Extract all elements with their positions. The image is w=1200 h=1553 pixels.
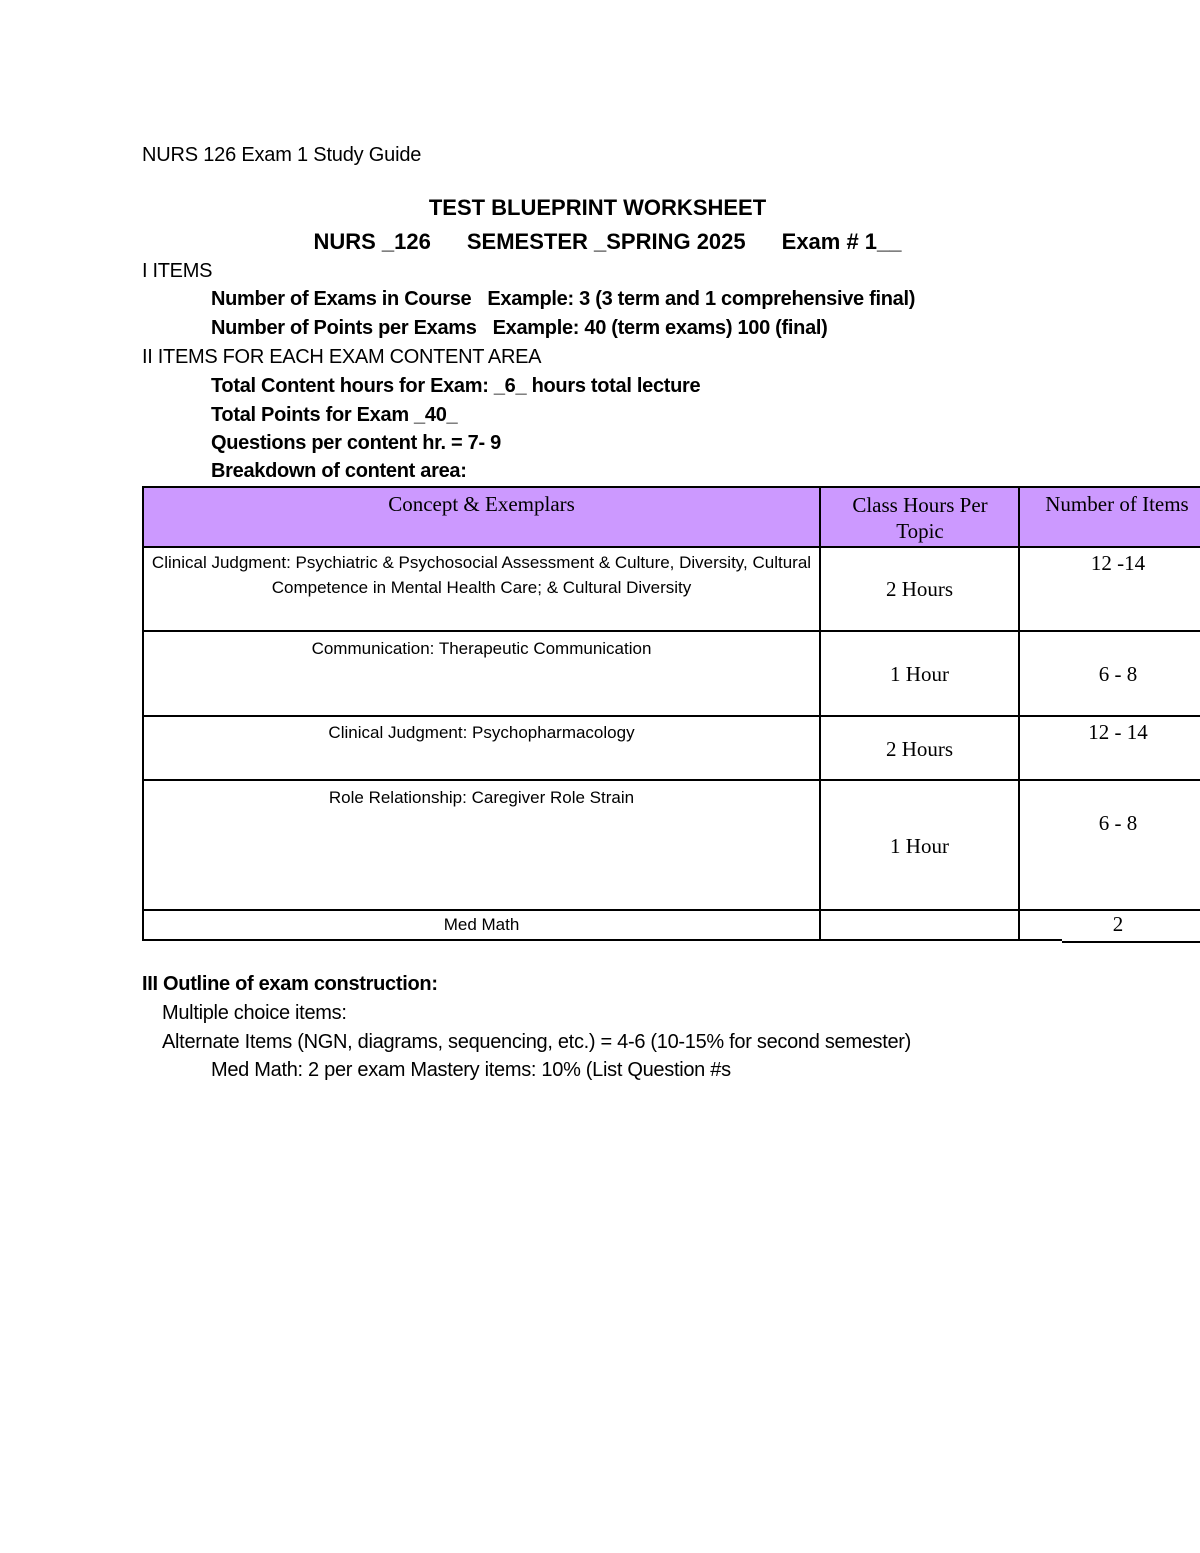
table-rule [142,630,1200,632]
table-rule [142,715,1200,717]
section-2-heading: II ITEMS FOR EACH EXAM CONTENT AREA [142,346,542,368]
points-per-exam-label: Number of Points per Exams [211,317,477,339]
exams-in-course-value: Example: 3 (3 term and 1 comprehensive final) [487,288,916,310]
worksheet-title: TEST BLUEPRINT WORKSHEET [428,195,767,220]
row-3-items: 12 - 14 [1088,720,1148,744]
table-border-bottom [142,939,1062,941]
total-points-line: Total Points for Exam _40_ [211,404,458,426]
section-1-heading: I ITEMS [142,260,213,282]
points-per-exam-line [211,317,828,340]
row-4-concept: Role Relationship: Caregiver Role Strain [328,788,635,807]
row-1-items: 12 -14 [1090,551,1146,575]
row-2-hours: 1 Hour [890,662,949,686]
guide-title: NURS 126 Exam 1 Study Guide [142,144,422,166]
table-rule [142,909,1200,911]
row-5-items: 2 [1112,912,1124,936]
row-1-hours: 2 Hours [885,577,954,601]
table-border-top [142,486,1200,488]
table-rule [142,779,1200,781]
table-border-left [142,486,144,941]
row-2-concept: Communication: Therapeutic Communication [311,639,652,658]
table-border-bottom-offset [1062,941,1200,943]
row-4-items: 6 - 8 [1098,811,1138,835]
row-1-concept: Clinical Judgment: Psychiatric & Psychosocial Assessment & Culture, Diversity, Cultural Competence in Mental Health Care; & Cultural Diversity [151,553,812,597]
table-col-divider [819,486,821,941]
header-class-hours: Class Hours Per Topic [852,493,988,543]
row-3-hours: 2 Hours [885,737,954,761]
exams-in-course-label: Number of Exams in Course [211,288,472,310]
med-math-line: Med Math: 2 per exam Mastery items: 10% (List Question #s [211,1059,731,1081]
points-per-exam-value: Example: 40 (term exams) 100 (final) [492,317,828,339]
content-hours-line: Total Content hours for Exam: _6_ hours total lecture [211,375,701,397]
row-3-concept: Clinical Judgment: Psychopharmacology [328,723,635,742]
exam-number: Exam # 1__ [781,229,902,254]
table-rule [142,546,1200,548]
section-3-heading: III Outline of exam construction: [142,973,438,995]
breakdown-line: Breakdown of content area: [211,460,467,482]
header-concept: Concept & Exemplars [388,492,575,516]
semester: SEMESTER _SPRING 2025 [466,229,746,254]
row-2-items: 6 - 8 [1098,662,1138,686]
worksheet-subtitle [0,229,1200,255]
questions-per-hour-line: Questions per content hr. = 7- 9 [211,432,501,454]
alternate-items-line: Alternate Items (NGN, diagrams, sequencing, etc.) = 4-6 (10-15% for second semester) [162,1031,912,1053]
multiple-choice-line: Multiple choice items: [162,1002,347,1024]
exams-in-course-line [211,288,915,311]
row-5-concept: Med Math [443,915,520,934]
course-number: NURS _126 [313,229,431,254]
row-4-hours: 1 Hour [890,834,949,858]
header-number-items: Number of Items [1045,492,1189,516]
